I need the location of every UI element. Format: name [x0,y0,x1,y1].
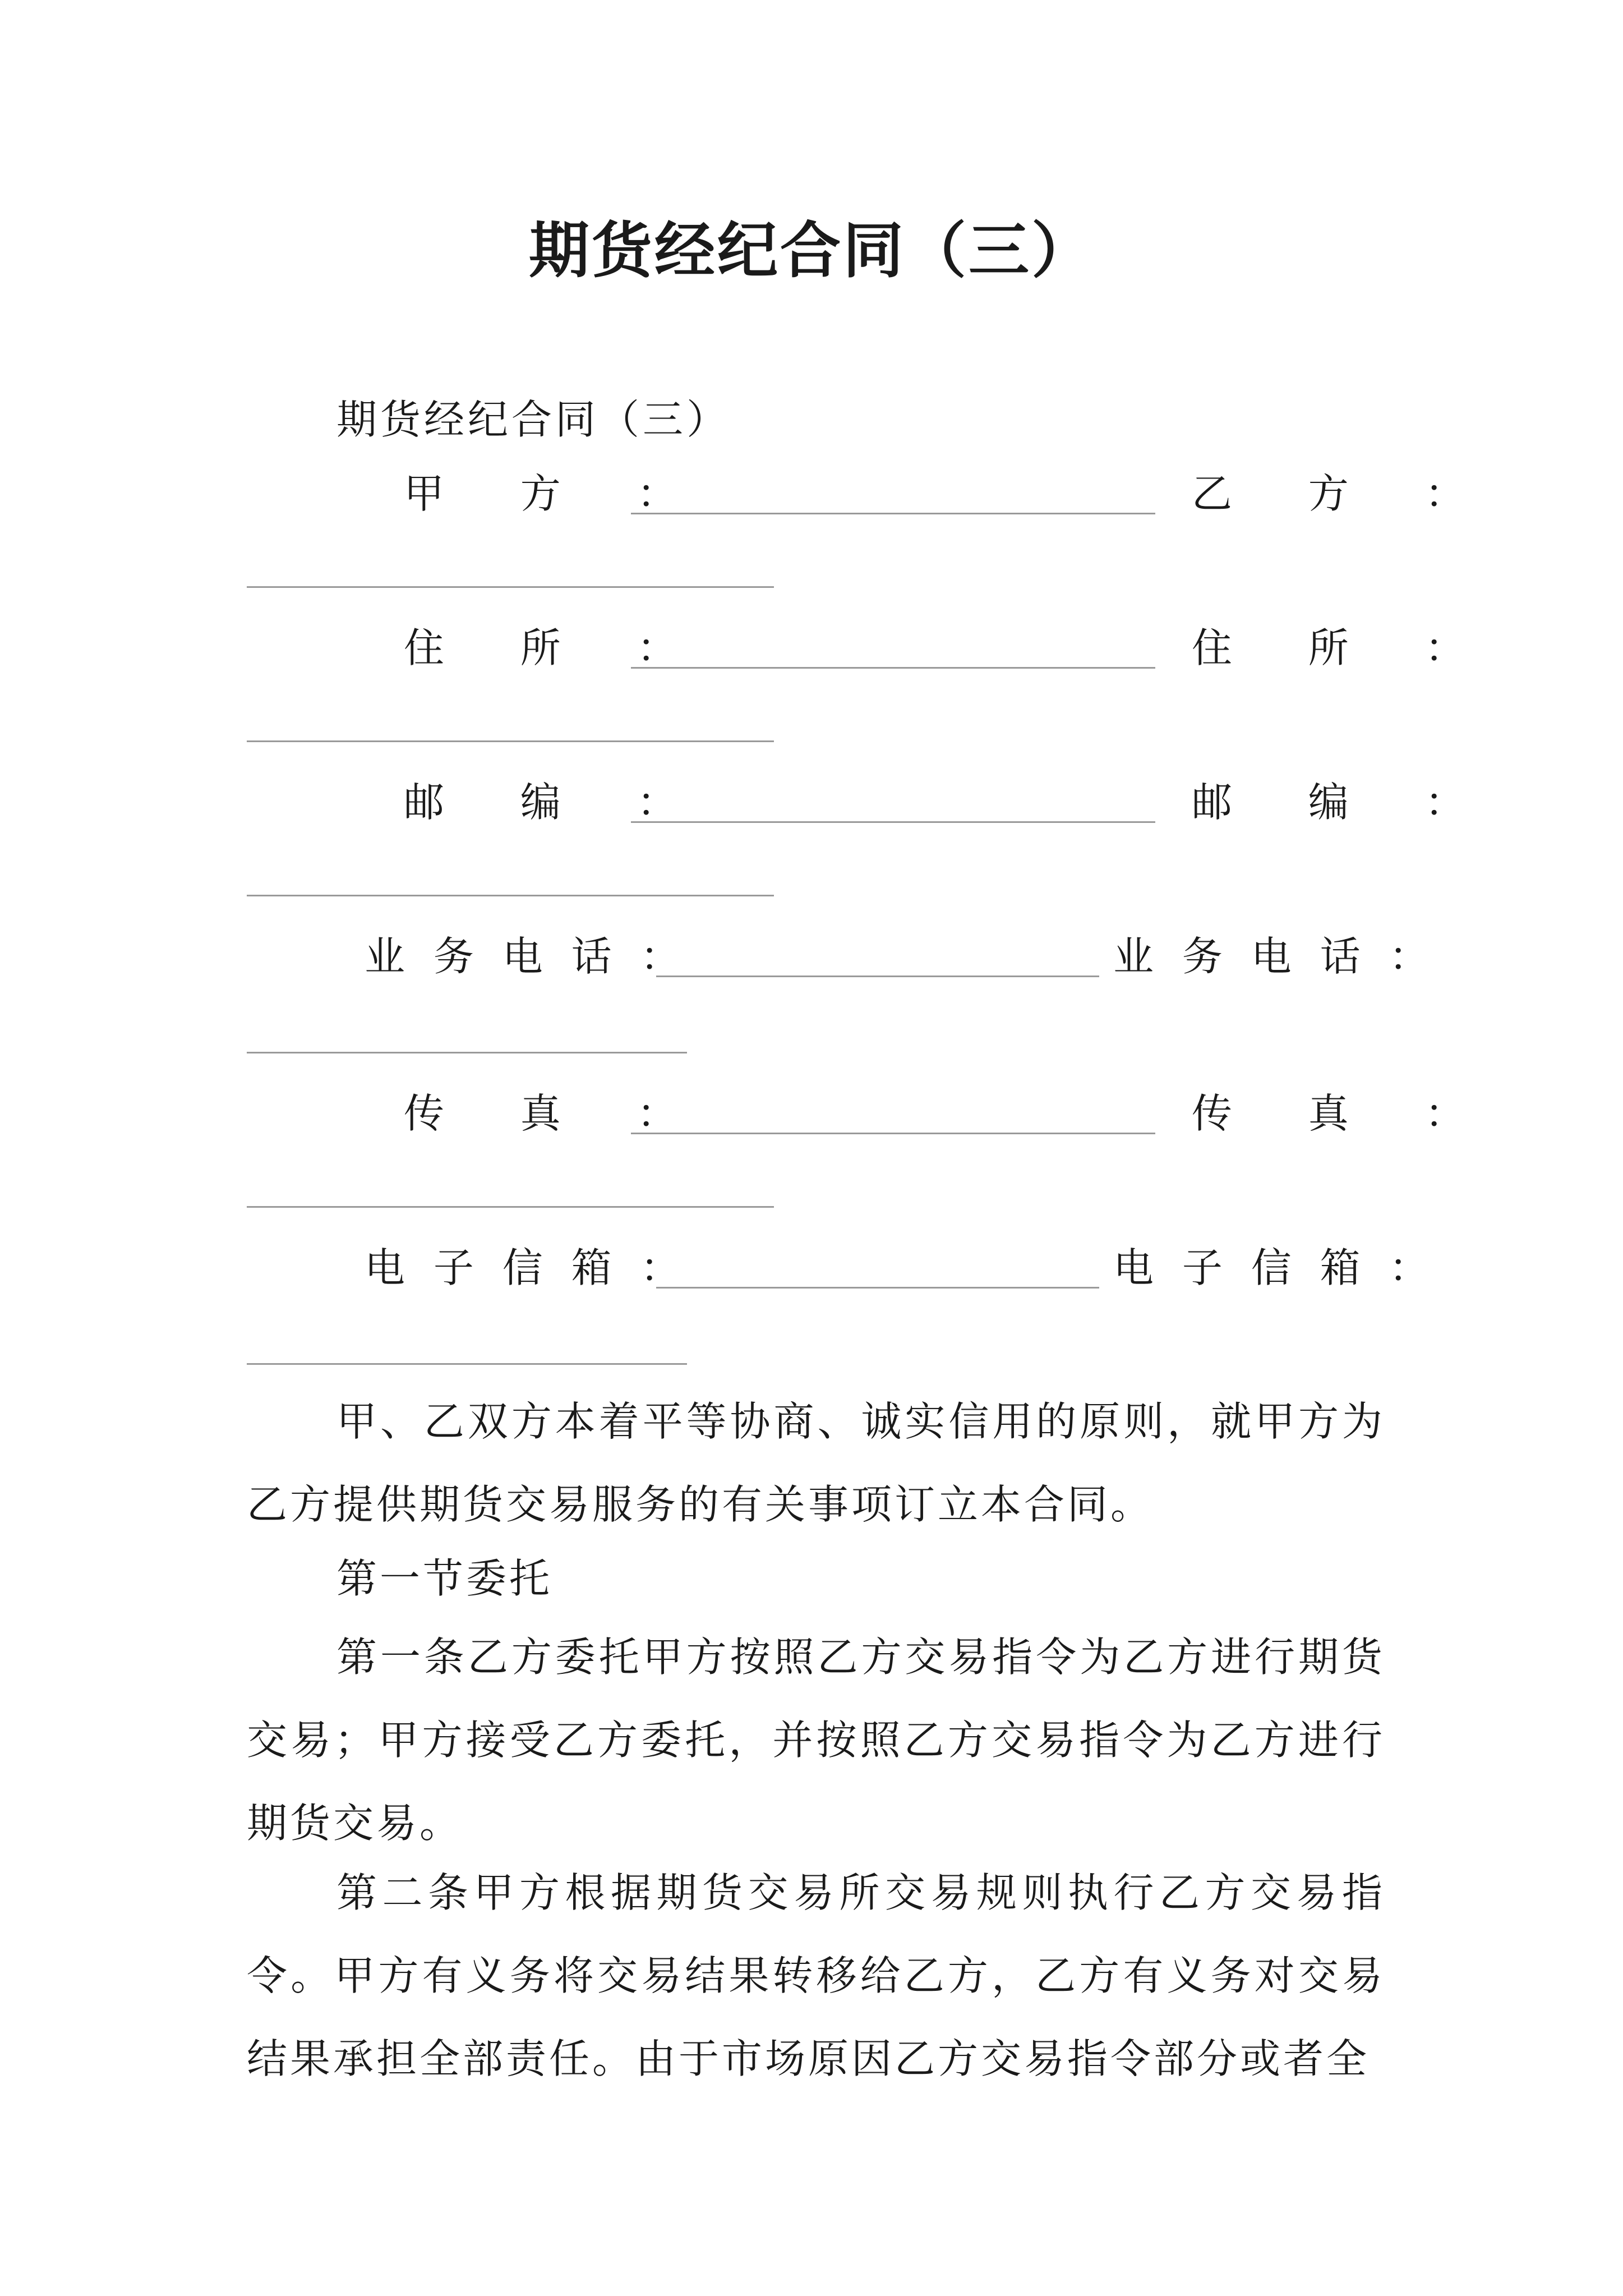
fill-line [247,1206,774,1208]
phone-a-label: 业 务 电 话 ： [365,933,689,980]
field-row [0,466,1623,522]
party-b-label: 乙 方 ： [1192,470,1482,517]
fill-line [247,1363,687,1365]
postcode-b-label: 邮 编 ： [1192,779,1482,826]
fill-line [247,1052,687,1053]
fill-line [656,1287,1099,1289]
fill-line [631,667,1155,669]
fill-line [631,821,1155,823]
document-subtitle: 期货经纪合同（三） [336,396,731,443]
fill-line [247,586,774,588]
field-row [0,928,1623,984]
fax-a-label: 传 真 ： [404,1090,694,1137]
phone-b-label: 业 务 电 话 ： [1113,933,1437,980]
field-row [0,620,1623,676]
fill-line [631,513,1155,514]
field-row [0,774,1623,830]
postcode-a-label: 邮 编 ： [404,779,694,826]
fill-line [656,976,1099,977]
fill-line [247,895,774,896]
email-b-label: 电 子 信 箱 ： [1113,1244,1437,1291]
section-heading: 第一节委托 [336,1555,553,1602]
fill-line [631,1133,1155,1134]
address-a-label: 住 所 ： [404,624,694,671]
party-a-label: 甲 方 ： [404,470,694,517]
fax-b-label: 传 真 ： [1192,1090,1482,1137]
article-1-paragraph: 第一条乙方委托甲方按照乙方交易指令为乙方进行期货交易；甲方接受乙方委托，并按照乙方交易指令为乙方进行期货交易。 [247,1634,1385,1847]
field-row [0,1085,1623,1142]
article-2-paragraph: 第二条甲方根据期货交易所交易规则执行乙方交易指令。甲方有义务将交易结果转移给乙方，乙方有义务对交易结果承担全部责任。由于市场原因乙方交易指令部分或者全 [247,1869,1385,2082]
document-title: 期货经纪合同（三） [528,215,1094,286]
email-a-label: 电 子 信 箱 ： [365,1244,689,1291]
fill-line [247,740,774,742]
address-b-label: 住 所 ： [1192,624,1482,671]
field-row [0,1240,1623,1296]
intro-paragraph: 甲、乙双方本着平等协商、诚实信用的原则，就甲方为乙方提供期货交易服务的有关事项订立本合同。 [247,1398,1385,1528]
